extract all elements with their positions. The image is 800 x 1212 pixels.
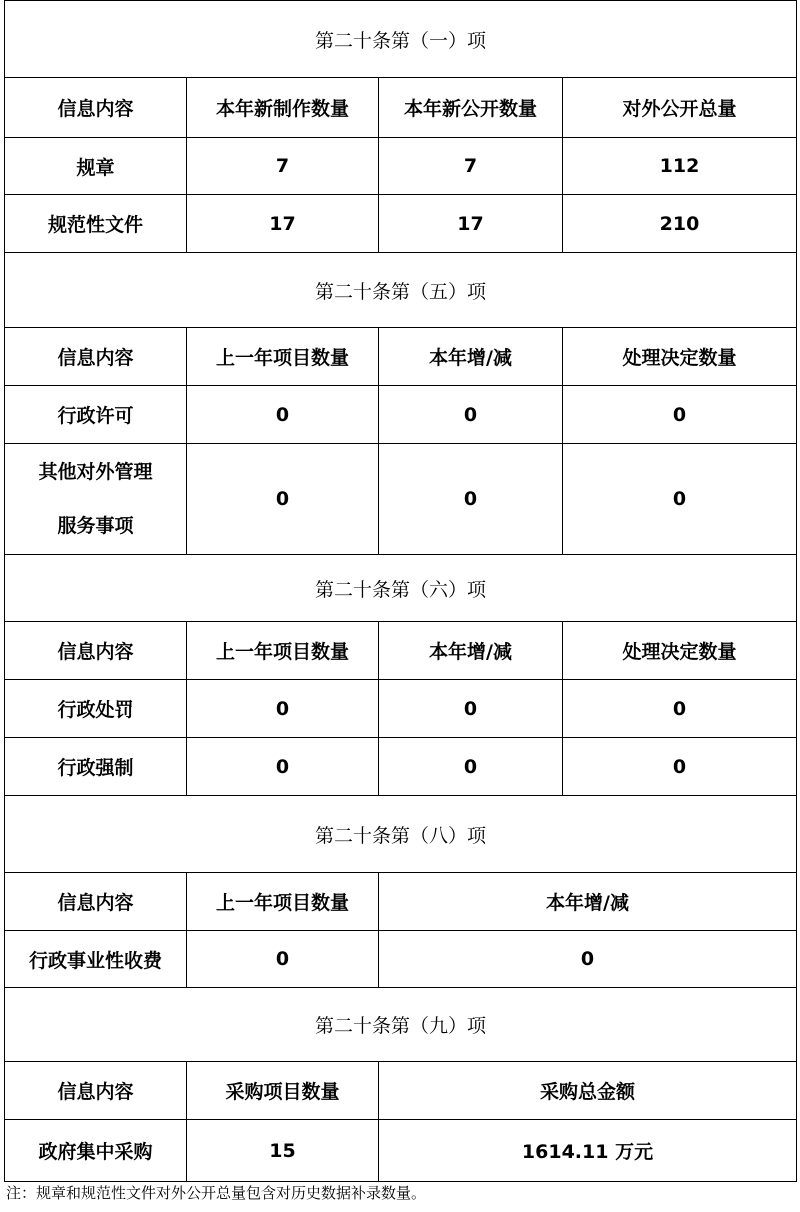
table-row [5, 444, 797, 555]
row-label: 行政强制 [5, 738, 187, 796]
header-cell: 上一年项目数量 [187, 622, 379, 680]
table-row [5, 138, 797, 195]
cell-value: 0 [563, 386, 797, 444]
cell-value: 112 [563, 138, 797, 195]
section-title-row [5, 555, 797, 622]
header-cell: 信息内容 [5, 873, 187, 931]
row-label: 规章 [5, 138, 187, 195]
cell-value: 1614.11 万元 [379, 1120, 797, 1182]
row-label [5, 444, 187, 555]
header-cell: 信息内容 [5, 78, 187, 138]
table-row [5, 195, 797, 253]
footnote: 注：规章和规范性文件对外公开总量包含对历史数据补录数量。 [6, 1184, 427, 1202]
header-row [5, 873, 797, 931]
header-cell: 本年增/减 [379, 328, 563, 386]
header-cell: 本年新制作数量 [187, 78, 379, 138]
header-cell: 上一年项目数量 [187, 873, 379, 931]
cell-value: 0 [187, 931, 379, 988]
table-row [5, 680, 797, 738]
cell-value: 210 [563, 195, 797, 253]
header-cell: 上一年项目数量 [187, 328, 379, 386]
table-row [5, 738, 797, 796]
cell-value: 0 [379, 680, 563, 738]
cell-value: 0 [187, 680, 379, 738]
cell-value: 0 [563, 444, 797, 555]
table-row [5, 386, 797, 444]
cell-value: 0 [379, 738, 563, 796]
section-title-row [5, 1, 797, 78]
header-cell: 处理决定数量 [563, 622, 797, 680]
section-title-row [5, 253, 797, 328]
header-cell: 本年增/减 [379, 622, 563, 680]
header-row [5, 622, 797, 680]
section-title: 第二十条第（五）项 [5, 253, 797, 328]
cell-value: 0 [187, 738, 379, 796]
section-title-row [5, 796, 797, 873]
section-title: 第二十条第（六）项 [5, 555, 797, 622]
row-label: 行政事业性收费 [5, 931, 187, 988]
header-cell: 信息内容 [5, 328, 187, 386]
header-cell: 对外公开总量 [563, 78, 797, 138]
header-cell: 信息内容 [5, 622, 187, 680]
header-row [5, 1062, 797, 1120]
cell-value: 17 [187, 195, 379, 253]
header-row [5, 328, 797, 386]
cell-value: 0 [379, 444, 563, 555]
cell-value: 0 [379, 931, 797, 988]
cell-value: 7 [187, 138, 379, 195]
row-label-line: 服务事项 [57, 515, 134, 537]
row-label: 行政处罚 [5, 680, 187, 738]
row-label: 规范性文件 [5, 195, 187, 253]
section-title: 第二十条第（九）项 [5, 988, 797, 1062]
header-cell: 采购项目数量 [187, 1062, 379, 1120]
section-title: 第二十条第（八）项 [5, 796, 797, 873]
cell-value: 0 [187, 444, 379, 555]
cell-value: 7 [379, 138, 563, 195]
section-title: 第二十条第（一）项 [5, 1, 797, 78]
header-cell: 信息内容 [5, 1062, 187, 1120]
header-cell: 本年增/减 [379, 873, 797, 931]
row-label-line: 其他对外管理 [38, 461, 153, 483]
header-cell: 处理决定数量 [563, 328, 797, 386]
row-label: 行政许可 [5, 386, 187, 444]
row-label: 政府集中采购 [5, 1120, 187, 1182]
disclosure-table [4, 0, 797, 1182]
cell-value: 15 [187, 1120, 379, 1182]
cell-value: 0 [563, 738, 797, 796]
table-row [5, 931, 797, 988]
section-title-row [5, 988, 797, 1062]
header-row [5, 78, 797, 138]
cell-value: 0 [187, 386, 379, 444]
header-cell: 采购总金额 [379, 1062, 797, 1120]
cell-value: 17 [379, 195, 563, 253]
header-cell: 本年新公开数量 [379, 78, 563, 138]
cell-value: 0 [379, 386, 563, 444]
cell-value: 0 [563, 680, 797, 738]
table-row [5, 1120, 797, 1182]
